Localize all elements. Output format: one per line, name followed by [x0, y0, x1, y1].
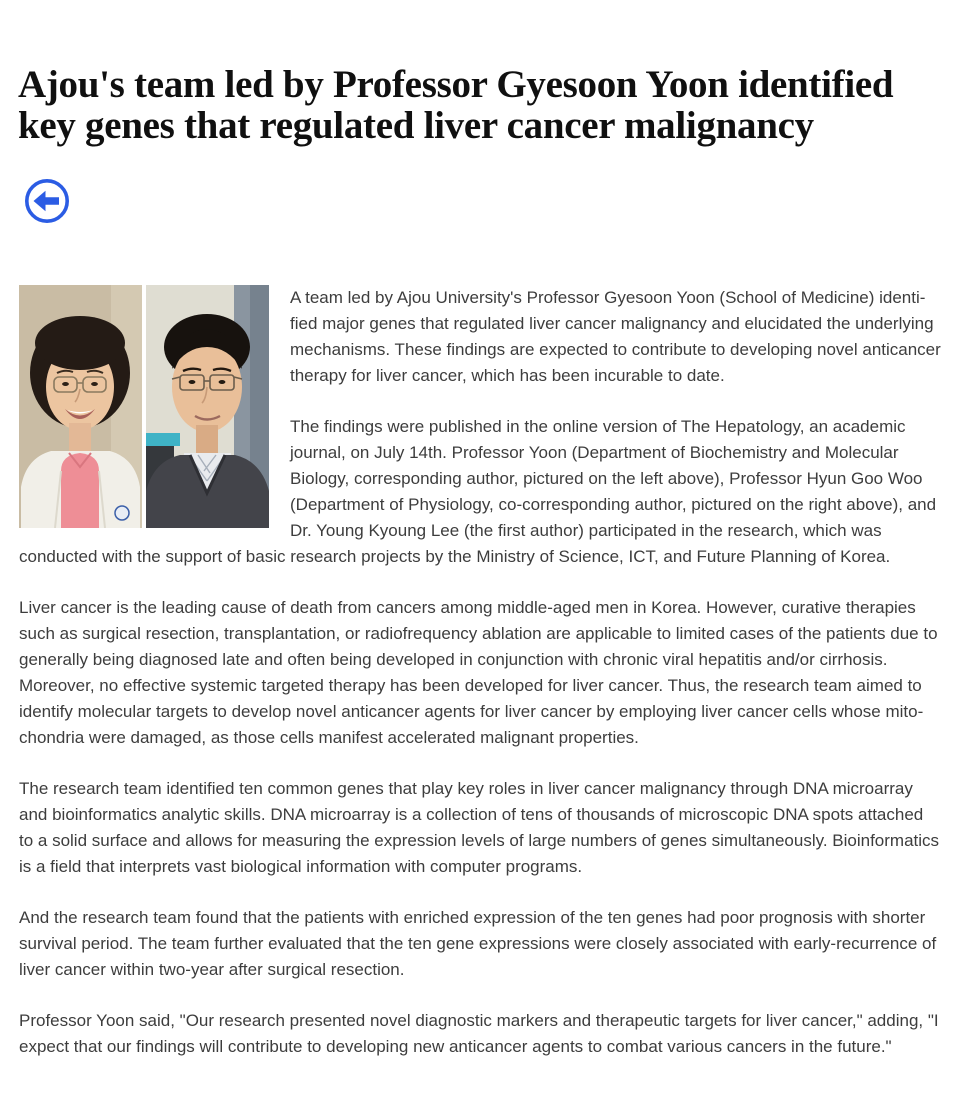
page-title: [18, 64, 942, 146]
article-paragraph-3: Liver cancer is the leading cause of death from cancers among middle-aged men in Korea. However, curative therapies such as surgical resection, transplantation, or radiofrequency ablation are applicable to limited cases of the patients due to generally being diagnosed late and often being developed in conjunction with chronic viral hepatitis and/or cirrhosis. Moreover, no effective systemic targeted therapy has been developed for liver cancer. Thus, the research team aimed to identify molecular targets to develop novel anticancer agents for liver cancer by employing liver cancer cells whose mitochondria were damaged, as those cells manifest accelerated malignant properties.: [19, 598, 938, 747]
portrait-right: [146, 285, 269, 528]
article-paragraph-2: The findings were published in the online version of The Hepatology, an academic journal, on July 14th. Professor Yoon (Department of Biochemistry and Molecular Biology, corresponding author, pictured on the left above), Professor Hyun Goo Woo (Department of Physiology, co-corresponding author, pictured on the right above), and Dr. Young Kyoung Lee (the first author) participated in the research, which was conducted with the support of basic research projects by the Ministry of Science, ICT, and Future Planning of Korea.: [19, 417, 937, 566]
page-title-line-2: key genes that regulated liver cancer malignancy: [18, 104, 814, 147]
article-paragraph-4: The research team identified ten common genes that play key roles in liver cancer malignancy through DNA microarray and bioinformatics analytic skills. DNA microarray is a collection of tens of thousands of microscopic DNA spots attached to a solid surface and allows for measuring the expression levels of large numbers of genes simultaneously. Bioinformatics is a field that interprets vast biological information with computer programs.: [19, 779, 940, 876]
back-button[interactable]: [24, 178, 70, 224]
article-body: [0, 285, 960, 1060]
article-paragraph-1: A team led by Ajou University's Professor Gyesoon Yoon (School of Medicine) identified major genes that regulated liver cancer malignancy and elucidated the underlying mechanisms. These findings are expected to contribute to developing novel anticancer therapy for liver cancer, which has been incurable to date.: [290, 288, 941, 385]
article-paragraph-6: Professor Yoon said, "Our research presented novel diagnostic markers and therapeutic targets for liver cancer," adding, "I expect that our findings will contribute to developing new anticancer agents to combat various cancers in the future.": [19, 1011, 939, 1056]
article-paragraph-5: And the research team found that the patients with enriched expression of the ten genes had poor prognosis with shorter survival period. The team further evaluated that the ten gene expressions were closely associated with early-recurrence of liver cancer within two-year after surgical resection.: [19, 908, 937, 979]
researchers-photo: [19, 285, 269, 528]
page-title-line-1: Ajou's team led by Professor Gyesoon Yoon identified: [18, 63, 894, 106]
arrow-left-icon: [24, 178, 70, 224]
portrait-left: [19, 285, 142, 528]
